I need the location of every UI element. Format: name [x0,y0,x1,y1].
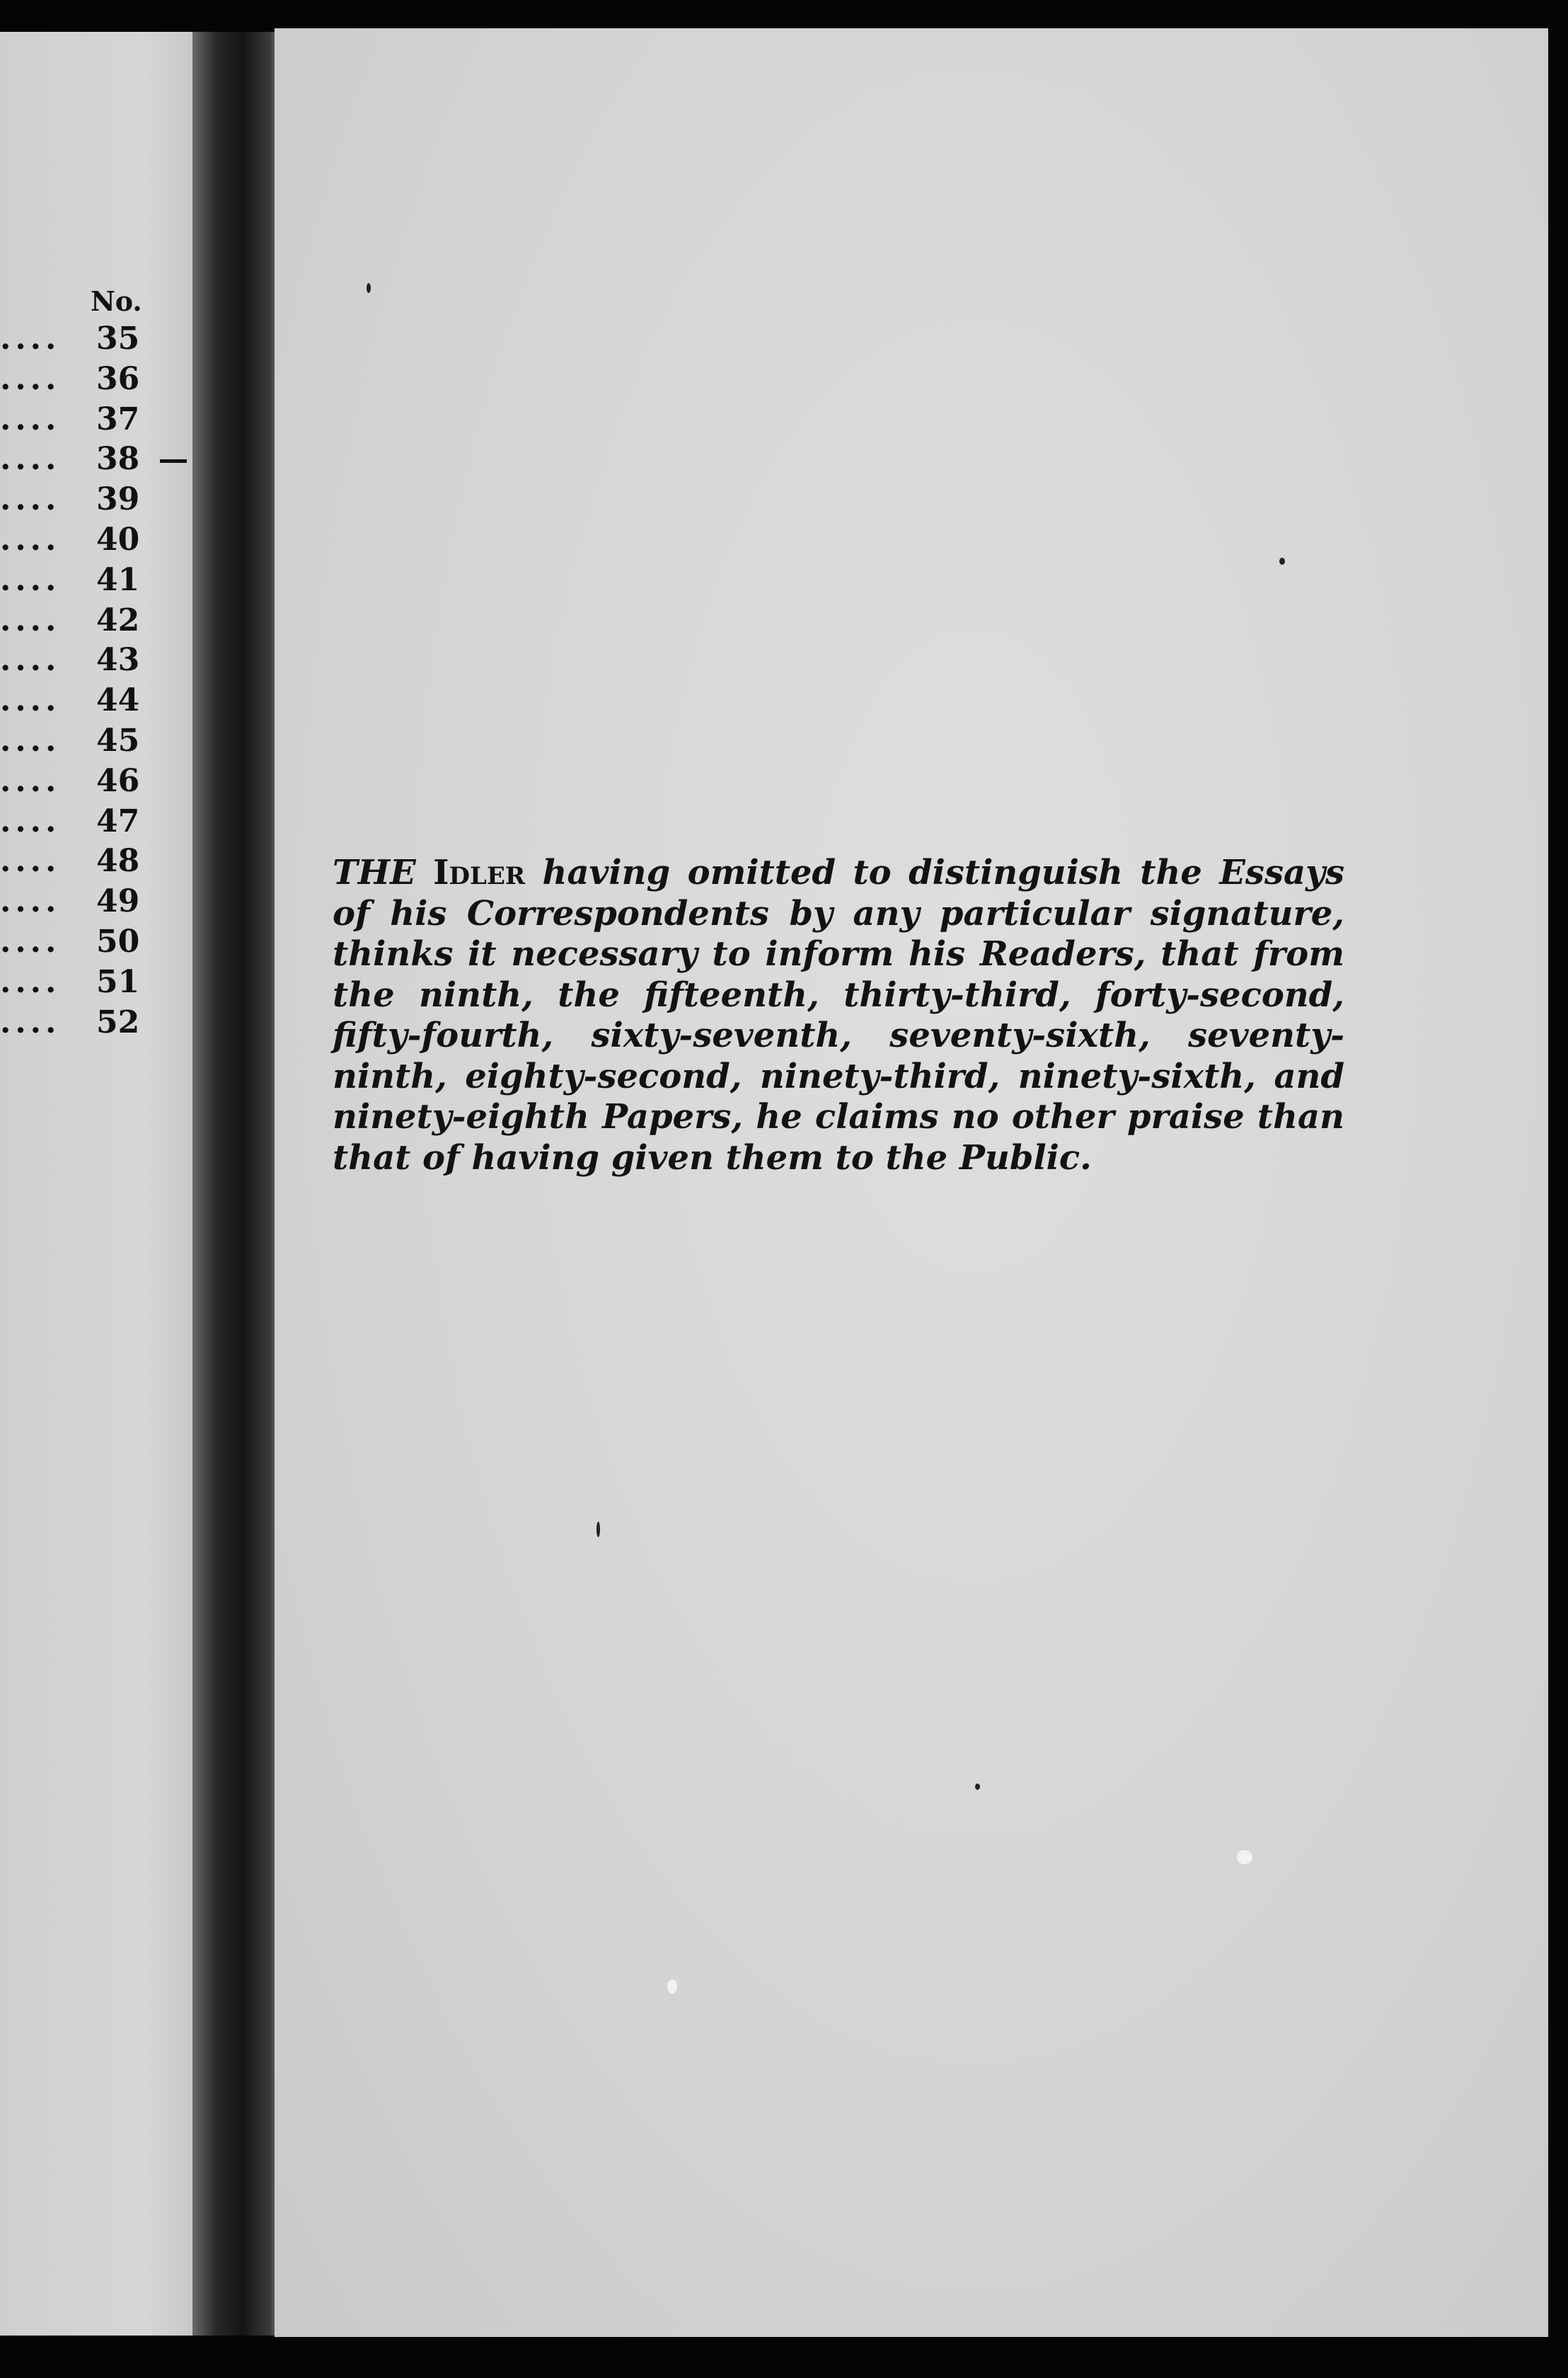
toc-row [0,924,191,964]
toc-number: 49 [96,883,140,920]
ink-speck [975,1784,980,1790]
ink-speck [1279,558,1285,565]
toc-number: 38 [96,441,140,478]
toc-row [0,321,191,361]
toc-number: 47 [96,803,140,839]
ink-speck [596,1522,600,1537]
paper-fleck [667,1980,677,1994]
toc-number: 37 [96,401,140,437]
toc-leader: .... [0,642,61,679]
toc-row [0,602,191,643]
toc-leader: .... [0,481,61,518]
toc-row [0,803,191,844]
toc-leader: .... [0,722,61,759]
toc-row [0,401,191,442]
toc-row [0,642,191,682]
toc-leader: .... [0,762,61,799]
toc-number: 39 [96,481,140,518]
toc-leader: .... [0,441,61,478]
toc-list [0,321,191,1044]
toc-number: 36 [96,360,140,397]
toc-number: 41 [96,561,140,598]
notice-idler-name: Idler [433,853,526,892]
notice-opening: THE [333,853,434,892]
toc-row [0,883,191,924]
notice-body: having omitted to distinguish the Essays of his Correspondents by any particular signature, thinks it necessary to inform his Readers, that from the ninth, the fifteenth, thirty-third, forty-second, fifty-fourth, sixty-seventh, seventy-sixth, seventy-ninth, eighty-second, ninety-third, ninety-sixth, and ninety-eighth Papers, he claims no other praise than that of having given them to the Public. [333,853,1344,1178]
toc-row [0,1004,191,1045]
toc-number: 44 [96,682,140,719]
toc-leader: .... [0,602,61,638]
left-page-fragment [0,32,205,2336]
toc-number: 40 [96,521,140,558]
toc-row [0,843,191,883]
margin-mark [160,459,187,463]
right-page [275,28,1548,2337]
toc-row [0,763,191,803]
toc-leader: .... [0,1004,61,1040]
toc-number: 43 [96,642,140,679]
toc-leader: .... [0,843,61,880]
toc-number: 46 [96,762,140,799]
toc-leader: .... [0,883,61,920]
toc-leader: .... [0,682,61,719]
toc-header: No. [91,285,142,317]
toc-number: 48 [96,843,140,880]
toc-row [0,562,191,602]
toc-leader: .... [0,923,61,960]
toc-leader: .... [0,803,61,839]
ink-speck [367,283,371,293]
toc-number: 51 [96,963,140,1000]
toc-leader: .... [0,521,61,558]
toc-leader: .... [0,360,61,397]
toc-leader: .... [0,963,61,1000]
toc-row [0,522,191,562]
toc-row [0,361,191,401]
idler-notice [333,853,1344,1178]
toc-row [0,481,191,522]
toc-number: 50 [96,923,140,960]
paper-fleck [1237,1850,1252,1864]
toc-row [0,682,191,723]
toc-leader: .... [0,401,61,437]
book-gutter [192,32,283,2336]
toc-number: 35 [96,321,140,357]
toc-leader: .... [0,561,61,598]
toc-number: 52 [96,1004,140,1040]
toc-number: 42 [96,602,140,638]
toc-row [0,723,191,763]
toc-leader: .... [0,321,61,357]
toc-number: 45 [96,722,140,759]
toc-row [0,964,191,1004]
